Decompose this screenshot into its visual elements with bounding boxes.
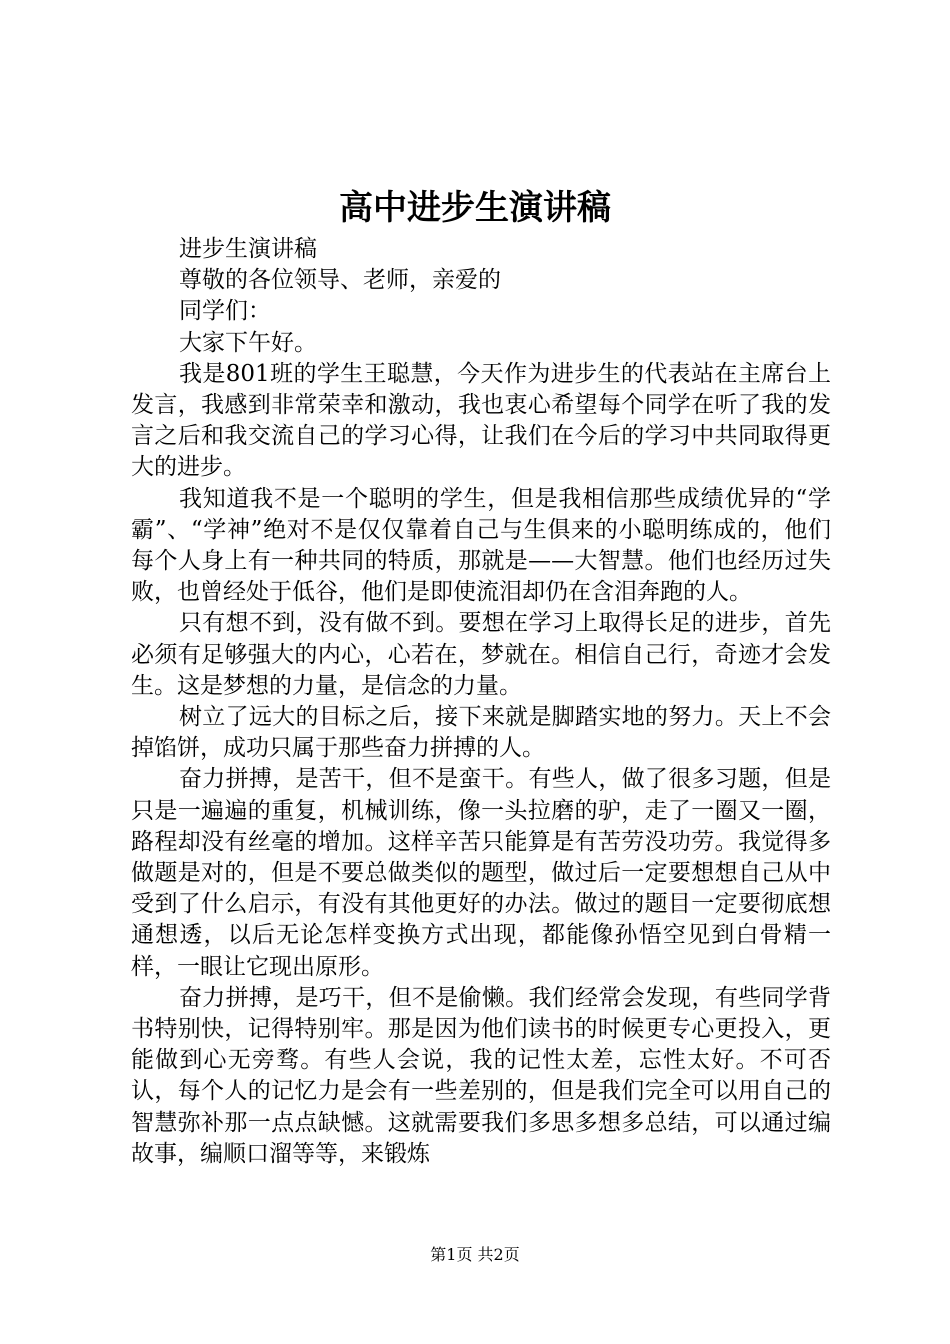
paragraph: 进步生演讲稿 [179,236,317,262]
paragraph: 尊敬的各位领导、老师，亲爱的 [179,267,501,294]
paragraph: 奋力拼搏，是巧干，但不是偷懒。我们经常会发现，有些同学背书特别快，记得特别牢。那是因为他们读书的时候更专心更投入，更能做到心无旁骛。有些人会说，我的记性太差，忘性太好。不可否认，每个人的记忆力是会有一些差别的，但是我们完全可以用自己的智慧弥补那一点点缺憾。这就需要我们多思多想多总结，可以通过编故事，编顺口溜等等，来锻炼 [131,984,831,1167]
document-body [131,234,831,1170]
paragraph: 只有想不到，没有做不到。要想在学习上取得长足的进步，首先必须有足够强大的内心，心若在，梦就在。相信自己行，奇迹才会发生。这是梦想的力量，是信念的力量。 [131,610,831,699]
paragraph: 同学们： [179,298,271,325]
paragraph: 树立了远大的目标之后，接下来就是脚踏实地的努力。天上不会掉馅饼，成功只属于那些奋力拼搏的人。 [131,704,831,762]
document-title: 高中进步生演讲稿 [339,188,611,228]
paragraph: 我是801班的学生王聪慧，今天作为进步生的代表站在主席台上发言，我感到非常荣幸和激动，我也衷心希望每个同学在听了我的发言之后和我交流自己的学习心得，让我们在今后的学习中共同取得更大的进步。 [131,360,831,481]
page-number-footer: 第1页 共2页 [430,1245,520,1264]
paragraph: 奋力拼搏，是苦干，但不是蛮干。有些人，做了很多习题，但是只是一遍遍的重复，机械训练，像一头拉磨的驴，走了一圈又一圈，路程却没有丝毫的增加。这样辛苦只能算是有苦劳没功劳。我觉得多做题是对的，但是不要总做类似的题型，做过后一定要想想自己从中受到了什么启示，有没有其他更好的办法。做过的题目一定要彻底想通想透，以后无论怎样变换方式出现，都能像孙悟空见到白骨精一样，一眼让它现出原形。 [131,766,831,980]
paragraph: 大家下午好。 [179,329,317,356]
paragraph: 我知道我不是一个聪明的学生，但是我相信那些成绩优异的“学霸”、“学神”绝对不是仅仅靠着自己与生俱来的小聪明练成的，他们每个人身上有一种共同的特质，那就是——大智慧。他们也经历过失败，也曾经处于低谷，他们是即使流泪却仍在含泪奔跑的人。 [131,485,831,606]
